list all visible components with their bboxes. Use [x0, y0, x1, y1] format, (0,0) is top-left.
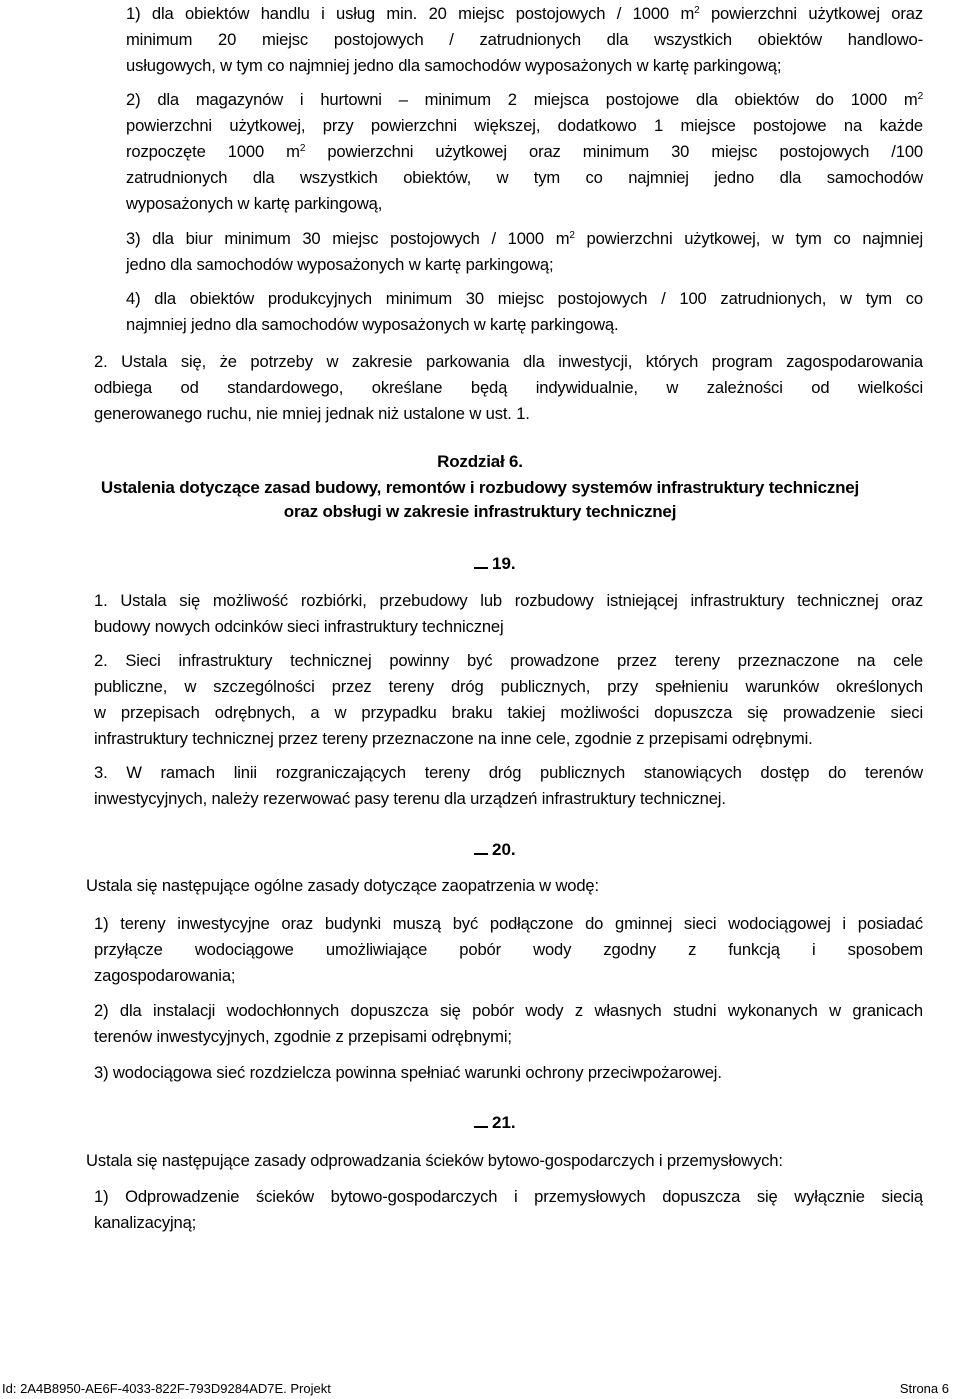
parking-item-2 — [126, 87, 923, 217]
text-line: przyłącze wodociągowe umożliwiające pobór wody zgodny z funkcją i sposobem — [94, 940, 923, 959]
s19-item-2 — [94, 648, 923, 752]
text-line: inwestycyjnych, należy rezerwować pasy terenu dla urządzeń infrastruktury technicznej. — [94, 789, 726, 808]
text-line: 2) dla magazynów i hurtowni – minimum 2 miejsca postojowe dla obiektów do 1000 $m^2$ — [126, 90, 923, 109]
s19-item-3 — [94, 760, 923, 812]
text-line: powierzchni użytkowej, przy powierzchni większej, dodatkowo 1 miejsce postojowe na każde — [126, 116, 923, 135]
section-20-heading — [474, 838, 516, 862]
parking-item-4 — [126, 286, 923, 338]
text-line: 3) dla biur minimum 30 miejsc postojowych / 1000 $m^2$ powierzchni użytkowej, w tym co najmniej — [126, 229, 923, 248]
section-sign-icon — [474, 1125, 488, 1128]
text-line: 3. W ramach linii rozgraniczających tereny dróg publicznych stanowiących dostęp do terenów — [94, 763, 923, 782]
s20-item-1 — [94, 911, 923, 989]
section-19-heading — [474, 552, 516, 576]
text-line: 2. Sieci infrastruktury technicznej powinny być prowadzone przez tereny przeznaczone na cele — [94, 651, 923, 670]
s21-item-1 — [94, 1184, 923, 1236]
section-21-heading — [474, 1111, 516, 1135]
text-line: 1) tereny inwestycyjne oraz budynki muszą być podłączone do gminnej sieci wodociągowej i posiadać — [94, 914, 923, 933]
text-line: wyposażonych w kartę parkingową, — [126, 194, 383, 213]
text-line: najmniej jedno dla samochodów wyposażonych w kartę parkingową. — [126, 315, 619, 334]
footer-document-id: Id: 2A4B8950-AE6F-4033-822F-793D9284AD7E. Projekt — [2, 1381, 331, 1396]
text-line: minimum 20 miejsc postojowych / zatrudnionych dla wszystkich obiektów handlowo- — [126, 30, 923, 49]
parking-item-3 — [126, 226, 923, 278]
s20-item-3 — [94, 1060, 923, 1086]
section-sign-icon — [474, 566, 488, 569]
text-line: publiczne, w szczególności przez tereny dróg publicznych, przy spełnieniu warunków określonych — [94, 677, 923, 696]
text-line: 3) wodociągowa sieć rozdzielcza powinna spełniać warunki ochrony przeciwpożarowej. — [94, 1063, 722, 1082]
text-line: zatrudnionych dla wszystkich obiektów, w tym co najmniej jedno dla samochodów — [126, 168, 923, 187]
text-line: w przepisach odrębnych, a w przypadku braku takiej możliwości dopuszcza się prowadzenie sieci — [94, 703, 923, 722]
text-line: 2) dla instalacji wodochłonnych dopuszcza się pobór wody z własnych studni wykonanych w granicach — [94, 1001, 923, 1020]
parking-item-1 — [126, 1, 923, 79]
chapter-title-line-1: Ustalenia dotyczące zasad budowy, remontów i rozbudowy systemów infrastruktury technicznej — [100, 478, 860, 497]
text-line: 4) dla obiektów produkcyjnych minimum 30 miejsc postojowych / 100 zatrudnionych, w tym co — [126, 289, 923, 308]
chapter-title-line-2: oraz obsługi w zakresie infrastruktury technicznej — [283, 502, 677, 521]
chapter-number: Rozdział 6. — [437, 452, 523, 471]
section-19-number: 19. — [492, 554, 516, 573]
text-line: 2. Ustala się, że potrzeby w zakresie parkowania dla inwestycji, których program zagospodarowania — [94, 352, 923, 371]
text-line: rozpoczęte 1000 $m^2$ powierzchni użytkowej oraz minimum 30 miejsc postojowych /100 — [126, 142, 923, 161]
s19-item-1 — [94, 588, 923, 640]
section-sign-icon — [474, 852, 488, 855]
s21-intro: Ustala się następujące zasady odprowadzania ścieków bytowo-gospodarczych i przemysłowych: — [86, 1151, 783, 1170]
text-line: zagospodarowania; — [94, 966, 236, 985]
text-line: infrastruktury technicznej przez tereny przeznaczone na inne cele, zgodnie z przepisami odrębnymi. — [94, 729, 813, 748]
s20-intro: Ustala się następujące ogólne zasady dotyczące zaopatrzenia w wodę: — [86, 876, 599, 895]
text-line: budowy nowych odcinków sieci infrastruktury technicznej — [94, 617, 504, 636]
text-line: 1. Ustala się możliwość rozbiórki, przebudowy lub rozbudowy istniejącej infrastruktury technicznej oraz — [94, 591, 923, 610]
text-line: generowanego ruchu, nie mniej jednak niż ustalone w ust. 1. — [94, 404, 530, 423]
text-line: kanalizacyjną; — [94, 1213, 197, 1232]
section-20-number: 20. — [492, 840, 516, 859]
text-line: 1) Odprowadzenie ścieków bytowo-gospodarczych i przemysłowych dopuszcza się wyłącznie siecią — [94, 1187, 923, 1206]
footer-page-number: Strona 6 — [899, 1381, 949, 1396]
section-21-number: 21. — [492, 1113, 516, 1132]
paragraph-2 — [94, 349, 923, 427]
text-line: jedno dla samochodów wyposażonych w kartę parkingową; — [126, 255, 554, 274]
text-line: terenów inwestycyjnych, zgodnie z przepisami odrębnymi; — [94, 1027, 512, 1046]
s20-item-2 — [94, 998, 923, 1050]
text-line: 1) dla obiektów handlu i usług min. 20 miejsc postojowych / 1000 $m^2$ powierzchni użytkowej oraz — [126, 4, 923, 23]
text-line: odbiega od standardowego, określane będą indywidualnie, w zależności od wielkości — [94, 378, 923, 397]
text-line: usługowych, w tym co najmniej jedno dla samochodów wyposażonych w kartę parkingową; — [126, 56, 782, 75]
